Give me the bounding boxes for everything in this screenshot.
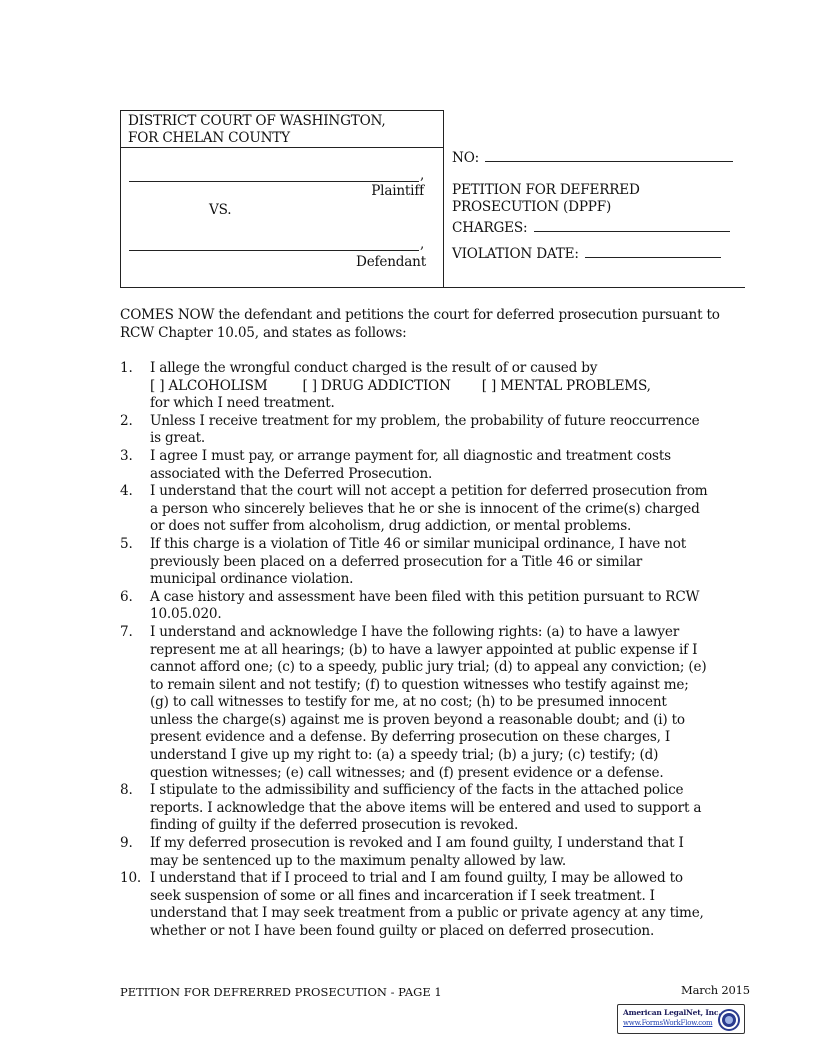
statement-number: 5. [120,535,133,552]
petition-title-line2: PROSECUTION (DPPF) [452,199,612,215]
statement-text: I understand that if I proceed to trial and I am found guilty, I may be allowed to seek suspension of some or all fines and incarceration if I seek treatment. I understand that I may seek treatment from a public or private agency at any time, whether or not I have been found guilty or placed on deferred prosecution. [150,870,704,939]
petition-statements [120,360,710,941]
statement-item [120,835,710,870]
statement-number: 3. [120,447,133,464]
statement-text: I agree I must pay, or arrange payment for, all diagnostic and treatment costs associated with the Deferred Prosecution. [150,447,671,482]
publisher-globe-icon [716,1007,742,1033]
statement-text: I understand and acknowledge I have the following rights: (a) to have a lawyer represent me at all hearings; (b) to have a lawyer appointed at public expense if I cannot afford one; (c) to a speedy, public jury trial; (d) to appeal any conviction; (e) to remain silent and not testify; (f) to question witnesses who testify against me; (g) to call witnesses to testify for me, at no cost; (h) to be presumed innocent unless the charge(s) against me is proven beyond a reasonable doubt; and (i) to present evidence and a defense. By deferring prosecution on these charges, I understand I give up my right to: (a) a speedy trial; (b) a jury; (c) testify; (d) question witnesses; (e) call witnesses; and (f) present evidence or a defense. [150,623,707,781]
court-name-divider [121,147,443,148]
statement-text: If my deferred prosecution is revoked and I am found guilty, I understand that I may be sentenced up to the maximum penalty allowed by law. [150,835,684,869]
plaintiff-comma: , [420,167,425,183]
case-caption-box [120,110,444,288]
defendant-label: Defendant [356,254,426,270]
statement-item [120,483,710,536]
case-number-field[interactable] [485,148,733,162]
statement-item [120,624,710,782]
court-name-line2: FOR CHELAN COUNTY [128,130,290,146]
petition-title-line1: PETITION FOR DEFERRED [452,182,640,198]
statement-number: 2. [120,412,133,429]
violation-date-label: VIOLATION DATE: [452,246,579,262]
page-footer-title: PETITION FOR DEFRERRED PROSECUTION - PAGE 1 [120,985,442,999]
statement-item [120,870,710,940]
intro-paragraph: COMES NOW the defendant and petitions the court for deferred prosecution pursuant to RCW Chapter 10.05, and states as follows: [120,307,720,341]
drug-addiction-checkbox[interactable]: [ ] DRUG ADDICTION [302,377,451,394]
charges-field[interactable] [534,218,730,232]
statement-item [120,360,710,413]
statement-text: A case history and assessment have been filed with this petition pursuant to RCW 10.05.020. [150,588,700,623]
statement-number: 4. [120,483,133,500]
statement-number: 6. [120,588,133,605]
violation-date-row [452,244,721,263]
statement-text: Unless I receive treatment for my problem, the probability of future reoccurrence is great. [150,412,700,447]
publisher-url[interactable]: www.FormsWorkFlow.com [623,1019,713,1027]
defendant-comma: , [420,236,425,252]
mental-problems-checkbox[interactable]: [ ] MENTAL PROBLEMS, [481,377,651,394]
case-number-label: NO: [452,150,480,166]
violation-date-field[interactable] [585,244,721,258]
condition-options [150,378,710,396]
plaintiff-name-line[interactable] [129,181,419,182]
plaintiff-label: Plaintiff [371,183,424,199]
statement-number: 8. [120,782,133,799]
statement-number: 9. [120,835,133,852]
court-name [128,113,386,147]
statement-number: 10. [120,870,142,887]
statement-item [120,536,710,589]
statement-item [120,448,710,483]
alcoholism-checkbox[interactable]: [ ] ALCOHOLISM [150,377,268,394]
court-name-line1: DISTRICT COURT OF WASHINGTON, [128,113,386,129]
statement-text-tail: for which I need treatment. [150,395,335,412]
statement-item [120,782,710,835]
petition-title [452,182,640,216]
statement-number: 1. [120,360,133,376]
case-number-row [452,148,733,167]
statement-item [120,589,710,624]
form-revision-date: March 2015 [681,983,750,997]
statement-number: 7. [120,623,133,640]
statement-text: I understand that the court will not accept a petition for deferred prosecution from a person who sincerely believes that he or she is innocent of the crime(s) charged or does not suffer from alcoholism, drug addiction, or mental problems. [150,483,708,535]
charges-label: CHARGES: [452,220,528,236]
statement-item [120,413,710,448]
statement-text: I stipulate to the admissibility and sufficiency of the facts in the attached police reports. I acknowledge that the above items will be entered and used to support a finding of guilty if the deferred prosecution is revoked. [150,782,702,834]
statement-text: I allege the wrongful conduct charged is the result of or caused by [150,360,598,376]
statement-text: If this charge is a violation of Title 46 or similar municipal ordinance, I have not previously been placed on a deferred prosecution for a Title 46 or similar municipal ordinance violation. [150,535,687,588]
versus-label: VS. [209,202,232,218]
caption-bottom-rule [444,287,745,288]
charges-row [452,218,730,237]
publisher-name: American LegalNet, Inc. [623,1008,721,1017]
publisher-logo[interactable] [617,1004,745,1034]
defendant-name-line[interactable] [129,250,419,251]
